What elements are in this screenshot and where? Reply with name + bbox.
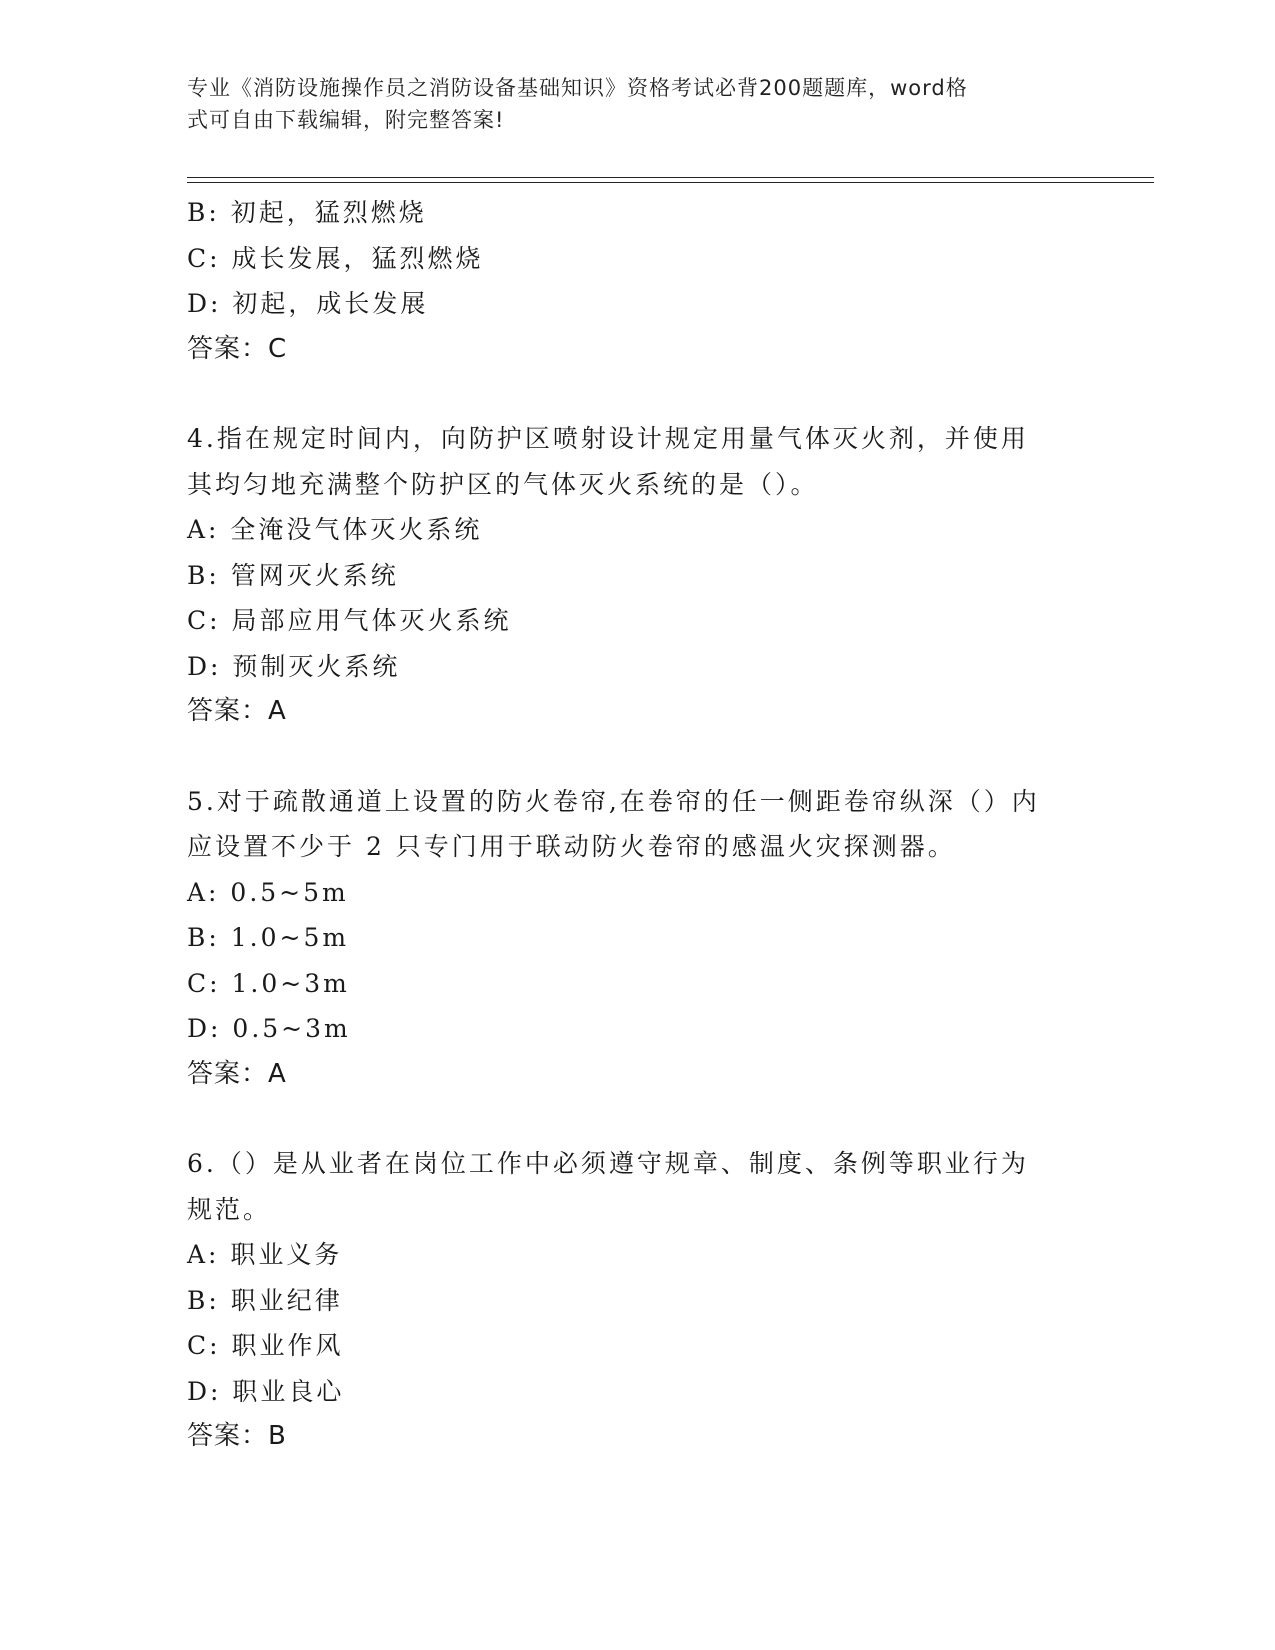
question-stem-continued: 应设置不少于 2 只专门用于联动防火卷帘的感温火灾探测器。: [187, 832, 956, 861]
option-c: C: 成长发展，猛烈燃烧: [187, 243, 484, 273]
answer-line: 答案：B: [187, 1421, 287, 1451]
document-header: [187, 72, 1067, 136]
header-line-2: 式可自由下载编辑，附完整答案!: [187, 108, 505, 132]
option-b: B: 初起，猛烈燃烧: [187, 198, 427, 227]
option-c: C: 职业作风: [187, 1331, 344, 1360]
question-3: [187, 190, 1087, 372]
header-divider-bottom: [187, 182, 1154, 183]
question-list: [187, 190, 1087, 1460]
option-c: C: 局部应用气体灭火系统: [187, 606, 512, 635]
answer-line: 答案：A: [187, 1058, 287, 1089]
option-b: B: 管网灭火系统: [187, 560, 399, 590]
question-stem-continued: 其均匀地充满整个防护区的气体灭火系统的是（）。: [187, 469, 819, 499]
option-d: D: 初起，成长发展: [187, 289, 429, 318]
header-line-1: 专业《消防设施操作员之消防设备基础知识》资格考试必背200题题库，word格: [187, 76, 968, 100]
spacer: [187, 1097, 1087, 1141]
question-stem: 5.对于疏散通道上设置的防火卷帘,在卷帘的任一侧距卷帘纵深（）内: [187, 786, 1040, 816]
option-a: A: 全淹没气体灭火系统: [187, 515, 483, 544]
option-b: B: 职业纪律: [187, 1285, 343, 1315]
question-stem-continued: 规范。: [187, 1194, 272, 1224]
option-d: D: 预制灭火系统: [187, 651, 401, 681]
question-5: [187, 779, 1087, 1098]
question-4: [187, 416, 1087, 735]
spacer: [187, 735, 1087, 779]
option-a: A: 0.5~5m: [187, 877, 349, 907]
question-6: [187, 1141, 1087, 1460]
option-b: B: 1.0~5m: [187, 923, 350, 952]
spacer: [187, 372, 1087, 416]
option-c: C: 1.0~3m: [187, 968, 350, 998]
option-a: A: 职业义务: [187, 1240, 343, 1269]
option-d: D: 0.5~3m: [187, 1014, 351, 1043]
header-divider-top: [187, 177, 1154, 178]
answer-line: 答案：A: [187, 696, 287, 726]
question-stem: 4.指在规定时间内，向防护区喷射设计规定用量气体灭火剂，并使用: [187, 424, 1029, 453]
answer-line: 答案：C: [187, 333, 288, 364]
option-d: D: 职业良心: [187, 1376, 345, 1406]
question-stem: 6.（）是从业者在岗位工作中必须遵守规章、制度、条例等职业行为: [187, 1149, 1029, 1178]
